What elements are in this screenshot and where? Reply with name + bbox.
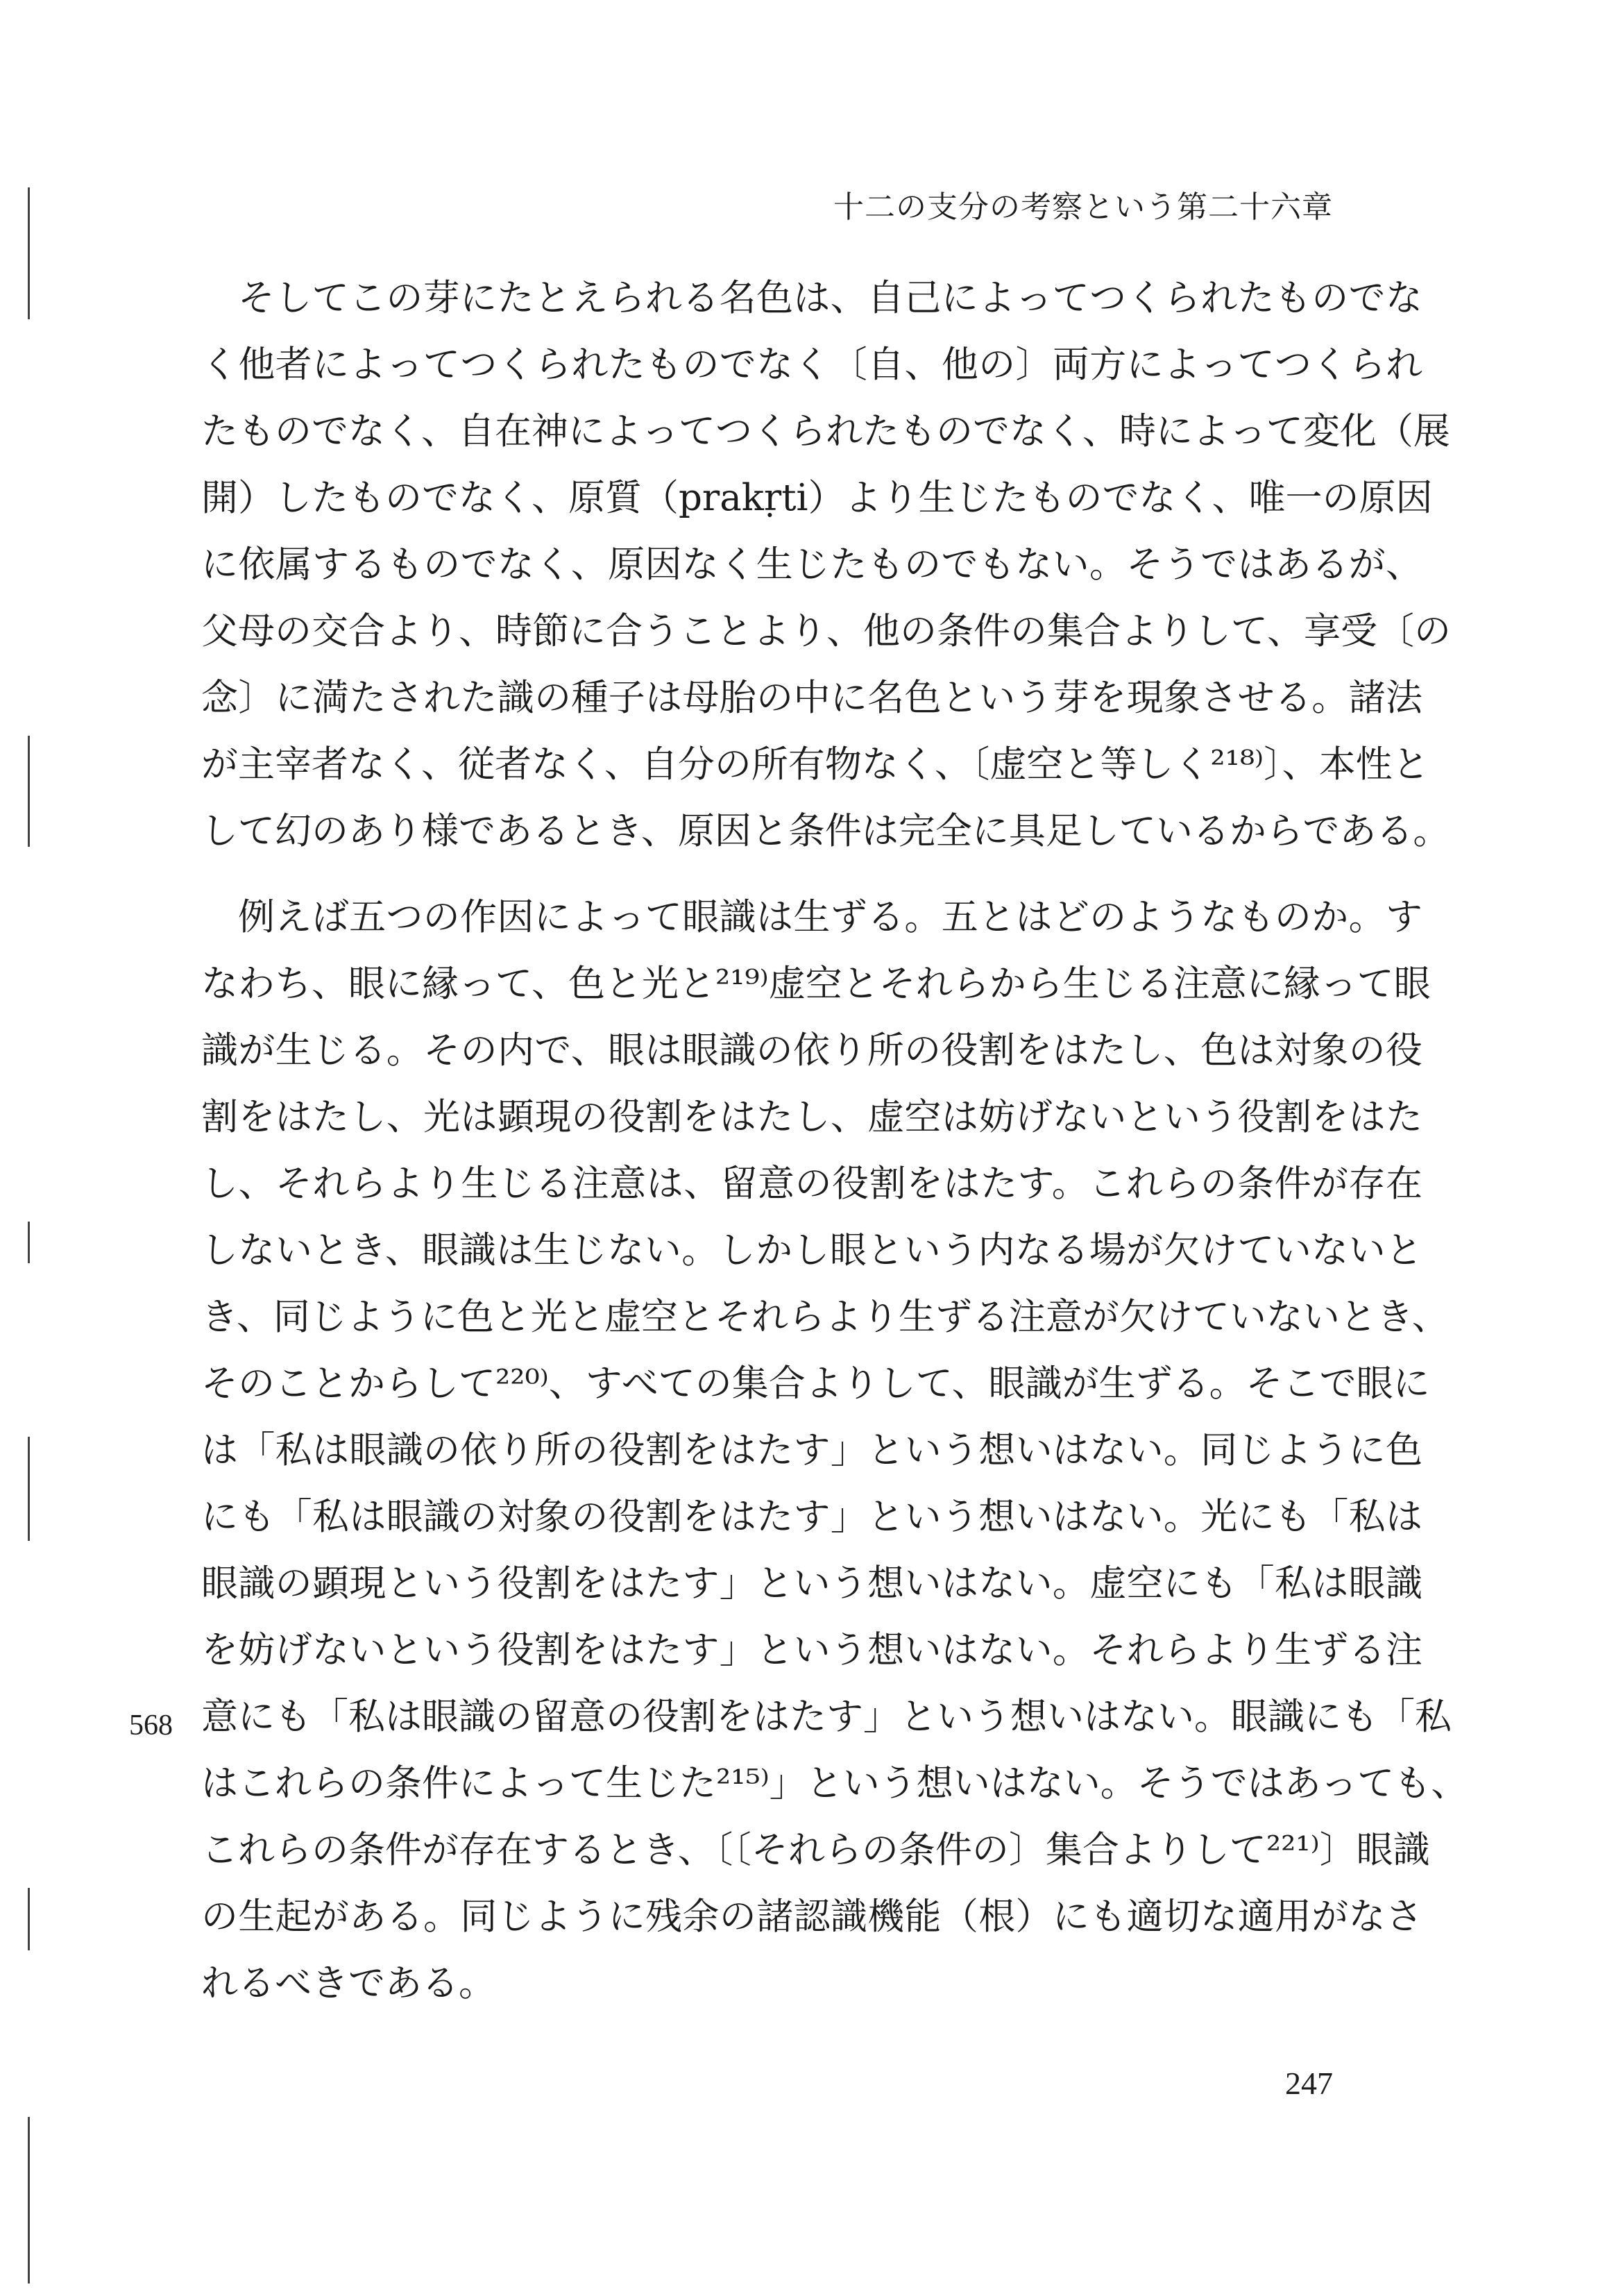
text-line: にも「私は眼識の対象の役割をはたす」という想いはない。光にも「私は [201, 1496, 1422, 1538]
text-line: が主宰者なく、従者なく、自分の所有物なく、〔虚空と等しく²¹⁸⁾〕、本性と [201, 743, 1429, 786]
text-line: これらの条件が存在するとき、〔〔それらの条件の〕集合よりして²²¹⁾〕眼識 [201, 1829, 1430, 1871]
scan-mark [28, 736, 30, 847]
text-line: 眼識の顕現という役割をはたす」という想いはない。虚空にも「私は眼識 [201, 1562, 1422, 1605]
text-line: しないとき、眼識は生じない。しかし眼という内なる場が欠けていないと [201, 1229, 1422, 1272]
text-line: して幻のあり様であるとき、原因と条件は完全に具足しているからである。 [201, 810, 1450, 852]
text-line: そのことからして²²⁰⁾、すべての集合よりして、眼識が生ずる。そこで眼に [201, 1362, 1430, 1405]
running-header: 十二の支分の考察という第二十六章 [833, 189, 1333, 225]
text-line: 念〕に満たされた識の種子は母胎の中に名色という芽を現象させる。諸法 [201, 677, 1422, 719]
text-line: 意にも「私は眼識の留意の役割をはたす」という想いはない。眼識にも「私 [201, 1696, 1452, 1738]
scan-mark [28, 187, 30, 319]
text-line: たものでなく、自在神によってつくられたものでなく、時によって変化（展 [201, 410, 1450, 453]
margin-line-number: 568 [129, 1710, 173, 1741]
scan-mark [28, 1437, 30, 1541]
paragraph-gap [201, 865, 1422, 884]
text-line: なわち、眼に縁って、色と光と²¹⁹⁾虚空とそれらから生じる注意に縁って眼 [201, 963, 1431, 1005]
paragraph-1 [201, 265, 1451, 865]
text-line: き、同じように色と光と虚空とそれらより生ずる注意が欠けていないとき、 [201, 1296, 1449, 1338]
text-line: し、それらより生じる注意は、留意の役割をはたす。これらの条件が存在 [201, 1163, 1422, 1205]
scan-mark [28, 1222, 30, 1263]
text-line: は「私は眼識の依り所の役割をはたす」という想いはない。同じように色 [201, 1429, 1422, 1471]
text-line: そしてこの芽にたとえられる名色は、自己によってつくられたものでな [238, 277, 1422, 319]
text-line: れるべきである。 [201, 1962, 495, 2004]
page-number: 247 [1285, 2066, 1333, 2101]
text-line: 父母の交合より、時節に合うことより、他の条件の集合よりして、享受〔の [201, 610, 1451, 652]
scan-mark [28, 2117, 30, 2284]
body-text [201, 265, 1468, 2017]
text-line: く他者によってつくられたものでなく〔自、他の〕両方によってつくられ [201, 344, 1422, 386]
text-line: 識が生じる。その内で、眼は眼識の依り所の役割をはたし、色は対象の役 [201, 1029, 1422, 1072]
text-line: 開）したものでなく、原質（prakṛti）より生じたものでなく、唯一の原因 [201, 477, 1433, 519]
text-line: 例えば五つの作因によって眼識は生ずる。五とはどのようなものか。す [238, 896, 1422, 938]
paragraph-2 [201, 884, 1468, 2017]
scan-mark [28, 1888, 30, 1950]
text-line: 割をはたし、光は顕現の役割をはたし、虚空は妨げないという役割をはた [201, 1096, 1422, 1138]
text-line: の生起がある。同じように残余の諸認識機能（根）にも適切な適用がなさ [201, 1896, 1422, 1938]
text-line: を妨げないという役割をはたす」という想いはない。それらより生ずる注 [201, 1629, 1422, 1671]
text-line: はこれらの条件によって生じた²¹⁵⁾」という想いはない。そうではあっても、 [201, 1762, 1468, 1805]
text-line: に依属するものでなく、原因なく生じたものでもない。そうではあるが、 [201, 543, 1422, 586]
